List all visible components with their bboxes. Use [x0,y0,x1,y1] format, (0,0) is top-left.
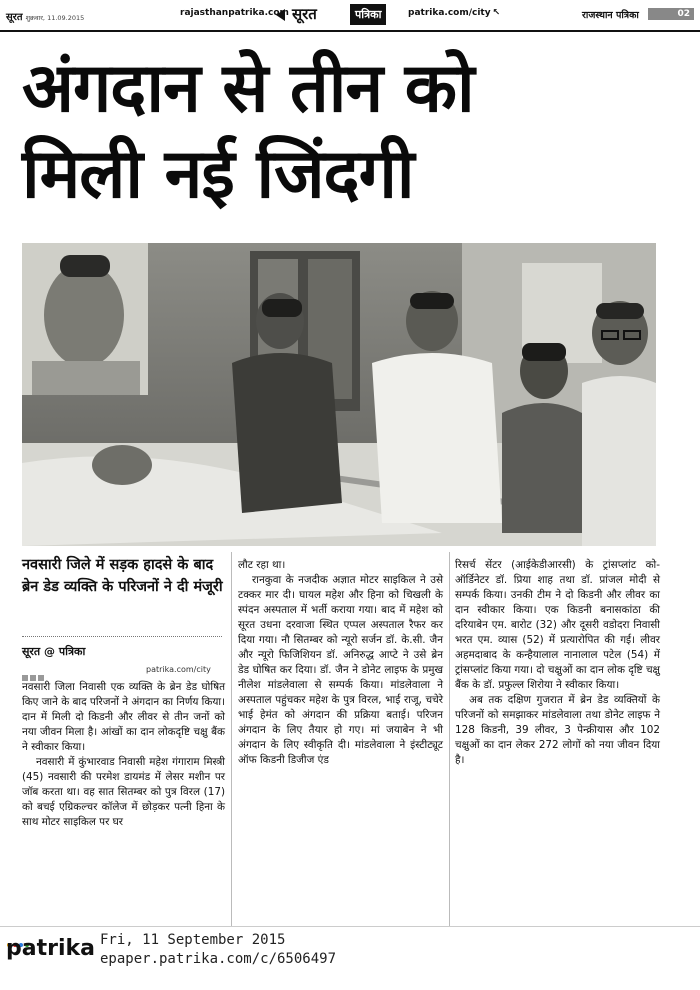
paper-name-badge: पत्रिका [350,4,386,25]
site-link-left[interactable]: rajasthanpatrika.com [180,8,289,18]
edition-label [6,9,84,23]
cursor-arrow-icon: ↖ [492,8,501,18]
footer-url[interactable]: epaper.patrika.com/c/6506497 [100,951,337,967]
top-divider [0,30,700,32]
article-column-1 [22,680,225,830]
brand-name: राजस्थान पत्रिका [582,10,639,21]
headline-line-2: मिली नई जिंदगी [22,135,414,214]
paragraph: लौट रहा था। [238,559,286,571]
edition-date: शुक्रवार, 11.09.2015 [25,14,85,22]
paragraph: रानकुवा के नजदीक अज्ञात मोटर साइकिल ने उसे टक्कर मार दी। घायल महेश और हिना को चिखली के स्पंदन अस्पताल में भर्ती कराया गया। बाद में महेश को सूरत उधना दरवाजा स्थित एप्पल अस्पताल रैफर कर दिया गया। नौ सितम्बर को न्यूरो सर्जन डॉ. के.सी. जैन और न्यूरो फिजिशियन डॉ. अनिरुद्ध आप्टे ने उसे ब्रेन डेड घोषित कर दिया। डॉ. जैन ने डोनेट लाइफ के प्रमुख नीलेश मांडलेवाला से सम्पर्क किया। मांडलेवाला ने अस्पताल पहुंचकर महेश के पुत्र विरल, भाई राजू, चचेरे भाई हेमंत को अंगदान की प्रक्रिया बताई। परिजन अंगदान के लिए तैयार हो गए। मां जयाबेन ने भी अंगदान के लिए स्वीकृति दी। मांडलेवाला ने इंस्टीट्यूट ऑफ किडनी डिजीज एंड [238,574,443,766]
footer-divider [0,926,700,927]
arrow-left-icon [276,9,285,21]
page-number: 02 [648,8,694,20]
headline-line-1: अंगदान से तीन को [22,49,474,128]
site-link-right-text: patrika.com/city [408,8,491,18]
article-photo [22,243,656,546]
byline-bars-icon [22,666,52,672]
paragraph: नवसारी में कुंभारवाड निवासी महेश गंगाराम मिस्त्री (45) नवसारी की परमेश डायमंड में लेसर मशीन पर जॉब करता था। वह सात सितम्बर को पुत्र विरल (17) को बचई एग्रिकल्चर कॉलेज में छोड़कर पत्नी हिना के साथ मोटर साइकिल पर घर [22,756,225,828]
paragraph: अब तक दक्षिण गुजरात में ब्रेन डेड व्यक्तियों के परिजनों को समझाकर मांडलेवाला तथा डोनेट लाइफ ने 128 किडनी, 39 लीवर, 3 पेन्क्रीयास और 102 चक्षुओं का दान लेकर 272 लोगों को नया जीवन दिया है। [455,694,660,766]
byline: सूरत @ पत्रिका [22,645,86,658]
center-city-label: सूरत [292,5,317,23]
site-link-right[interactable] [408,8,500,18]
column-divider [449,552,450,927]
patrika-logo[interactable]: patrika [6,936,95,961]
article-column-2 [238,558,443,768]
paragraph: नवसारी जिला निवासी एक व्यक्ति के ब्रेन डेड घोषित किए जाने के बाद परिजनों ने अंगदान का निर्णय किया। दान में मिली दो किडनी और लीवर से तीन जनों को नया जीवन मिला है। आंखों का दान लोकदृष्टि चक्षु बैंक ने स्वीकार किया। [22,681,225,753]
article-subhead: नवसारी जिले में सड़क हादसे के बाद ब्रेन डेड व्यक्ति के परिजनों ने दी मंजूरी [22,557,223,595]
edition-city: सूरत [6,12,23,23]
dotted-divider [22,636,222,637]
paragraph: रिसर्च सेंटर (आईकेडीआरसी) के ट्रांसप्लांट को-ऑर्डिनेटर डॉ. प्रिया शाह तथा डॉ. प्रांजल मोदी से सम्पर्क किया। उनकी टीम ने दो किडनी और लीवर का दान स्वीकार किया। एक किडनी बनासकांठा की दरियाबेन एम. बारोट (32) और दूसरी वडोदरा निवासी भरत एम. व्यास (52) में प्रत्यारोपित की गई। लीवर अहमदाबाद के कन्हैयालाल नानालाल पटेल (54) में ट्रांसप्लांट किया गया। दो चक्षुओं का दान लोक दृष्टि चक्षु बैंक के डॉ. प्रफुल्ल शिरोया ने स्वीकार किया। [455,559,660,691]
web-link[interactable]: patrika.com/city [146,665,211,674]
top-bar [0,0,700,34]
column-divider [231,552,232,927]
article-column-3 [455,558,660,768]
footer-date: Fri, 11 September 2015 [100,932,286,948]
hospital-scene-illustration [22,243,656,546]
